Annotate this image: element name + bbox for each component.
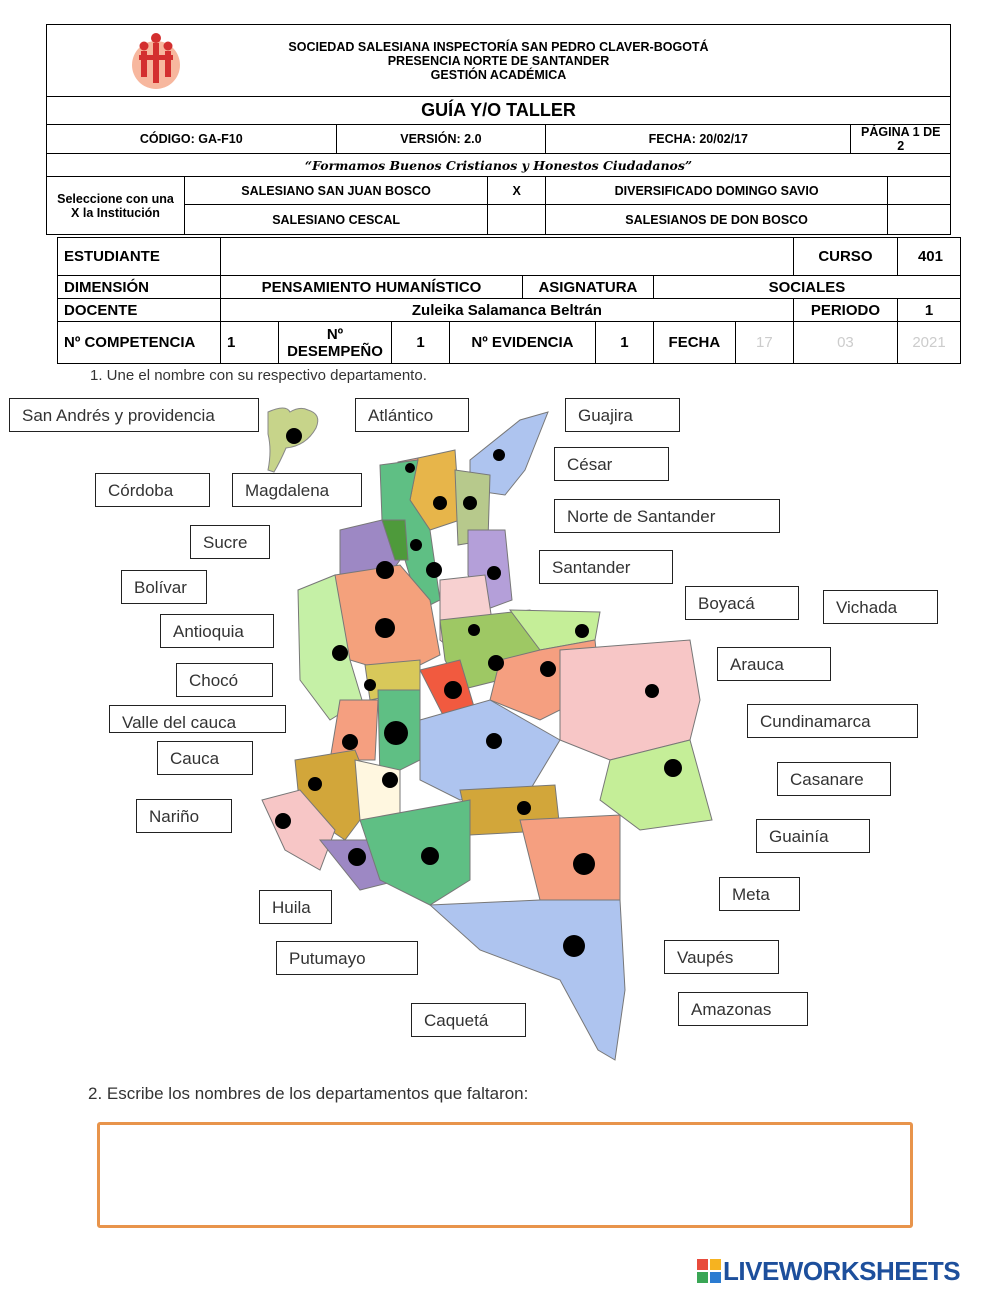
teacher-label: DOCENTE: [58, 299, 221, 322]
date-label: FECHA: [653, 322, 735, 364]
student-label: ESTUDIANTE: [58, 238, 221, 276]
label-caqueta[interactable]: Caquetá: [411, 1003, 526, 1037]
dimension-value: PENSAMIENTO HUMANÍSTICO: [221, 276, 523, 299]
date-month: 03: [793, 322, 897, 364]
evidence-label: Nº EVIDENCIA: [450, 322, 596, 364]
subject-value: SOCIALES: [653, 276, 960, 299]
label-arauca[interactable]: Arauca: [717, 647, 831, 681]
performance-value: 1: [392, 322, 450, 364]
label-guajira[interactable]: Guajira: [565, 398, 680, 432]
label-vichada[interactable]: Vichada: [823, 590, 938, 624]
label-meta[interactable]: Meta: [719, 877, 800, 911]
version-cell: VERSIÓN: 2.0: [336, 125, 546, 154]
institution-3: SALESIANO CESCAL: [185, 205, 488, 235]
select-label: Seleccione con una X la Institución: [47, 177, 185, 235]
label-cundinamarca[interactable]: Cundinamarca: [747, 704, 918, 738]
label-guainia[interactable]: Guainía: [756, 819, 870, 853]
brand-name: LIVEWORKSHEETS: [723, 1255, 961, 1286]
label-santander[interactable]: Santander: [539, 550, 673, 584]
institution-1: SALESIANO SAN JUAN BOSCO: [185, 177, 488, 205]
liveworksheets-logo-icon: [697, 1259, 721, 1283]
label-antioquia[interactable]: Antioquia: [160, 614, 274, 648]
teacher-value: Zuleika Salamanca Beltrán: [221, 299, 794, 322]
label-cordoba[interactable]: Córdoba: [95, 473, 210, 507]
label-casanare[interactable]: Casanare: [777, 762, 891, 796]
course-label: CURSO: [793, 238, 897, 276]
label-cauca[interactable]: Cauca: [157, 741, 253, 775]
region-huila: [355, 760, 400, 820]
institution-2: DIVERSIFICADO DOMINGO SAVIO: [546, 177, 888, 205]
period-value: 1: [898, 299, 961, 322]
page-cell: PÁGINA 1 DE 2: [851, 125, 951, 154]
label-narino[interactable]: Nariño: [136, 799, 232, 833]
motto: “Formamos Buenos Cristianos y Honestos Ciudadanos”: [47, 154, 951, 177]
competence-label: Nº COMPETENCIA: [58, 322, 221, 364]
subject-label: ASIGNATURA: [522, 276, 653, 299]
label-amazonas[interactable]: Amazonas: [678, 992, 808, 1026]
label-boyaca[interactable]: Boyacá: [685, 586, 799, 620]
question-1: 1. Une el nombre con su respectivo departamento.: [90, 367, 427, 384]
label-choco[interactable]: Chocó: [176, 663, 273, 697]
label-vaupes[interactable]: Vaupés: [664, 940, 779, 974]
date-year: 2021: [898, 322, 961, 364]
dimension-label: DIMENSIÓN: [58, 276, 221, 299]
label-san-andres[interactable]: San Andrés y providencia: [9, 398, 259, 432]
competence-value: 1: [221, 322, 279, 364]
label-magdalena[interactable]: Magdalena: [232, 473, 362, 507]
doc-title: GUÍA Y/O TALLER: [47, 97, 951, 125]
institution-4: SALESIANOS DE DON BOSCO: [546, 205, 888, 235]
liveworksheets-brand: [697, 1256, 960, 1286]
label-cesar[interactable]: César: [554, 447, 669, 481]
org-line-3: GESTIÓN ACADÉMICA: [430, 67, 567, 82]
evidence-value: 1: [595, 322, 653, 364]
label-atlantico[interactable]: Atlántico: [355, 398, 469, 432]
institution-1-mark[interactable]: X: [488, 177, 546, 205]
label-valle-del-cauca[interactable]: Valle del cauca: [109, 705, 286, 733]
region-vaupes: [520, 815, 620, 900]
org-line-2: PRESENCIA NORTE DE SANTANDER: [387, 53, 610, 68]
label-sucre[interactable]: Sucre: [190, 525, 270, 559]
answer-box[interactable]: [97, 1122, 913, 1228]
question-2: 2. Escribe los nombres de los departamentos que faltaron:: [88, 1084, 529, 1103]
region-vichada: [560, 640, 700, 760]
label-norte-santander[interactable]: Norte de Santander: [554, 499, 780, 533]
performance-label: Nº DESEMPEÑO: [279, 322, 392, 364]
date-day: 17: [735, 322, 793, 364]
course-value: 401: [897, 238, 960, 276]
period-label: PERIODO: [793, 299, 897, 322]
label-putumayo[interactable]: Putumayo: [276, 941, 418, 975]
code-cell: CÓDIGO: GA-F10: [47, 125, 337, 154]
label-bolivar[interactable]: Bolívar: [121, 570, 207, 604]
date-cell: FECHA: 20/02/17: [546, 125, 851, 154]
org-line-1: SOCIEDAD SALESIANA INSPECTORÍA SAN PEDRO CLAVER-BOGOTÁ: [288, 39, 709, 54]
label-huila[interactable]: Huila: [259, 890, 332, 924]
